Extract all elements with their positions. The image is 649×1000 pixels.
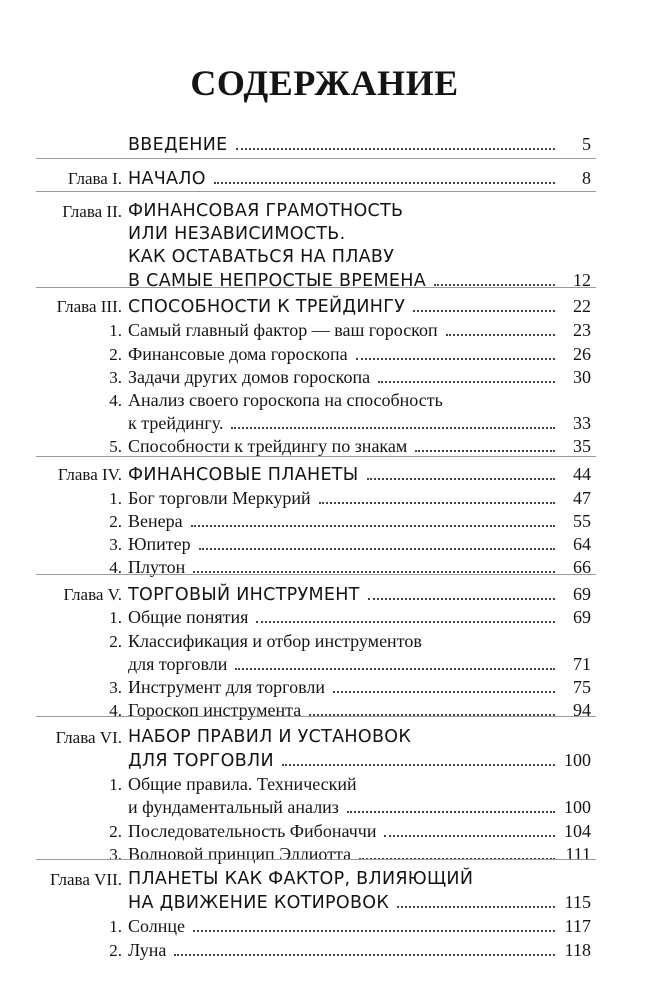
page-number: 111 bbox=[565, 844, 591, 864]
section-number: 2. bbox=[109, 941, 122, 960]
page-number: 100 bbox=[564, 750, 591, 770]
entry-title: СПОСОБНОСТИ К ТРЕЙДИНГУ bbox=[128, 297, 406, 317]
page-title: СОДЕРЖАНИЕ bbox=[190, 63, 459, 103]
chapter-label: Глава V. bbox=[63, 585, 122, 604]
section-number: 2. bbox=[109, 632, 122, 651]
page-number: 75 bbox=[573, 677, 591, 697]
entry-title: Общие понятия bbox=[128, 607, 249, 627]
dot-leader bbox=[256, 620, 555, 623]
entry-title: ПЛАНЕТЫ КАК ФАКТОР, ВЛИЯЮЩИЙ bbox=[128, 869, 474, 889]
chapter-label: Глава II. bbox=[62, 202, 122, 221]
entry-title: ФИНАНСОВАЯ ГРАМОТНОСТЬ bbox=[128, 201, 404, 221]
dot-leader bbox=[174, 953, 555, 956]
page-number: 44 bbox=[573, 464, 591, 484]
page-number: 69 bbox=[573, 584, 591, 604]
chapter-divider bbox=[36, 716, 596, 717]
chapter-divider bbox=[36, 456, 596, 457]
dot-leader bbox=[191, 524, 555, 527]
entry-title: Общие правила. Технический bbox=[128, 774, 357, 794]
page-number: 22 bbox=[573, 296, 591, 316]
dot-leader bbox=[319, 501, 555, 504]
entry-title: ТОРГОВЫЙ ИНСТРУМЕНТ bbox=[128, 585, 360, 605]
section-number: 2. bbox=[109, 822, 122, 841]
chapter-label: Глава VII. bbox=[49, 870, 122, 889]
entry-title: Луна bbox=[128, 940, 167, 960]
entry-title: для торговли bbox=[128, 654, 228, 674]
entry-title: ДЛЯ ТОРГОВЛИ bbox=[128, 751, 274, 771]
page-number: 23 bbox=[573, 320, 591, 340]
dot-leader bbox=[368, 597, 555, 600]
chapter-divider bbox=[36, 158, 596, 159]
entry-title: ИЛИ НЕЗАВИСИМОСТЬ. bbox=[128, 224, 346, 244]
page-number: 118 bbox=[564, 940, 591, 960]
section-number: 1. bbox=[109, 608, 122, 627]
entry-title: Инструмент для торговли bbox=[128, 677, 325, 697]
dot-leader bbox=[378, 380, 555, 383]
entry-title: Волновой принцип Эллиотта bbox=[128, 844, 352, 864]
page-number: 5 bbox=[582, 134, 591, 154]
entry-title: КАК ОСТАВАТЬСЯ НА ПЛАВУ bbox=[128, 247, 395, 267]
section-number: 1. bbox=[109, 321, 122, 340]
page-number: 35 bbox=[573, 436, 591, 456]
section-number: 3. bbox=[109, 535, 122, 554]
dot-leader bbox=[434, 283, 555, 286]
dot-leader bbox=[446, 333, 555, 336]
page-number: 33 bbox=[573, 413, 591, 433]
page-number: 117 bbox=[564, 916, 591, 936]
dot-leader bbox=[214, 181, 555, 184]
dot-leader bbox=[199, 547, 555, 550]
chapter-label: Глава III. bbox=[56, 297, 122, 316]
chapter-label: Глава I. bbox=[67, 169, 122, 188]
entry-title: Способности к трейдингу по знакам bbox=[128, 436, 408, 456]
entry-title: Плутон bbox=[128, 557, 186, 577]
dot-leader bbox=[384, 834, 555, 837]
section-number: 4. bbox=[109, 701, 122, 720]
entry-title: Анализ своего гороскопа на способность bbox=[128, 390, 443, 410]
page-number: 104 bbox=[564, 821, 591, 841]
dot-leader bbox=[193, 570, 555, 573]
chapter-label: Глава VI. bbox=[55, 728, 122, 747]
section-number: 3. bbox=[109, 678, 122, 697]
page-number: 94 bbox=[573, 700, 591, 720]
page-number: 55 bbox=[573, 511, 591, 531]
dot-leader bbox=[282, 763, 555, 766]
entry-title: ВВЕДЕНИЕ bbox=[128, 135, 228, 155]
entry-title: ФИНАНСОВЫЕ ПЛАНЕТЫ bbox=[128, 465, 359, 485]
entry-title: НАЧАЛО bbox=[128, 169, 206, 189]
page-number: 69 bbox=[573, 607, 591, 627]
page-number: 30 bbox=[573, 367, 591, 387]
page-number: 47 bbox=[573, 488, 591, 508]
section-number: 4. bbox=[109, 391, 122, 410]
entry-title: В САМЫЕ НЕПРОСТЫЕ ВРЕМЕНА bbox=[128, 271, 426, 291]
section-number: 5. bbox=[109, 437, 122, 456]
section-number: 1. bbox=[109, 917, 122, 936]
chapter-divider bbox=[36, 859, 596, 860]
entry-title: НАБОР ПРАВИЛ И УСТАНОВОК bbox=[128, 727, 412, 747]
page-number: 12 bbox=[573, 270, 591, 290]
dot-leader bbox=[356, 357, 555, 360]
entry-title: Последовательность Фибоначчи bbox=[128, 821, 377, 841]
entry-title: Гороскоп инструмента bbox=[128, 700, 302, 720]
dot-leader bbox=[193, 929, 555, 932]
entry-title: Финансовые дома гороскопа bbox=[128, 344, 348, 364]
section-number: 2. bbox=[109, 512, 122, 531]
page-number: 115 bbox=[564, 892, 591, 912]
entry-title: Классификация и отбор инструментов bbox=[128, 631, 422, 651]
entry-title: Бог торговли Меркурий bbox=[128, 488, 311, 508]
entry-title: к трейдингу. bbox=[128, 413, 224, 433]
entry-title: Венера bbox=[128, 511, 183, 531]
section-number: 1. bbox=[109, 489, 122, 508]
dot-leader bbox=[367, 477, 555, 480]
page-number: 26 bbox=[573, 344, 591, 364]
chapter-divider bbox=[36, 191, 596, 192]
dot-leader bbox=[413, 309, 555, 312]
entry-title: Юпитер bbox=[128, 534, 191, 554]
section-number: 3. bbox=[109, 845, 122, 864]
dot-leader bbox=[236, 147, 555, 150]
dot-leader bbox=[415, 449, 555, 452]
page-number: 100 bbox=[564, 797, 591, 817]
entry-title: и фундаментальный анализ bbox=[128, 797, 339, 817]
dot-leader bbox=[397, 905, 555, 908]
entry-title: Самый главный фактор — ваш гороскоп bbox=[128, 320, 438, 340]
chapter-label: Глава IV. bbox=[57, 465, 122, 484]
entry-title: Задачи других домов гороскопа bbox=[128, 367, 371, 387]
page-number: 66 bbox=[573, 557, 591, 577]
dot-leader bbox=[235, 667, 555, 670]
section-number: 2. bbox=[109, 345, 122, 364]
section-number: 1. bbox=[109, 775, 122, 794]
page-number: 71 bbox=[573, 654, 591, 674]
entry-title: НА ДВИЖЕНИЕ КОТИРОВОК bbox=[128, 893, 390, 913]
chapter-divider bbox=[36, 287, 596, 288]
page-number: 8 bbox=[582, 168, 591, 188]
entry-title: Солнце bbox=[128, 916, 186, 936]
section-number: 3. bbox=[109, 368, 122, 387]
section-number: 4. bbox=[109, 558, 122, 577]
page-number: 64 bbox=[573, 534, 591, 554]
dot-leader bbox=[333, 690, 555, 693]
dot-leader bbox=[231, 426, 555, 429]
chapter-divider bbox=[36, 574, 596, 575]
dot-leader bbox=[347, 810, 555, 813]
